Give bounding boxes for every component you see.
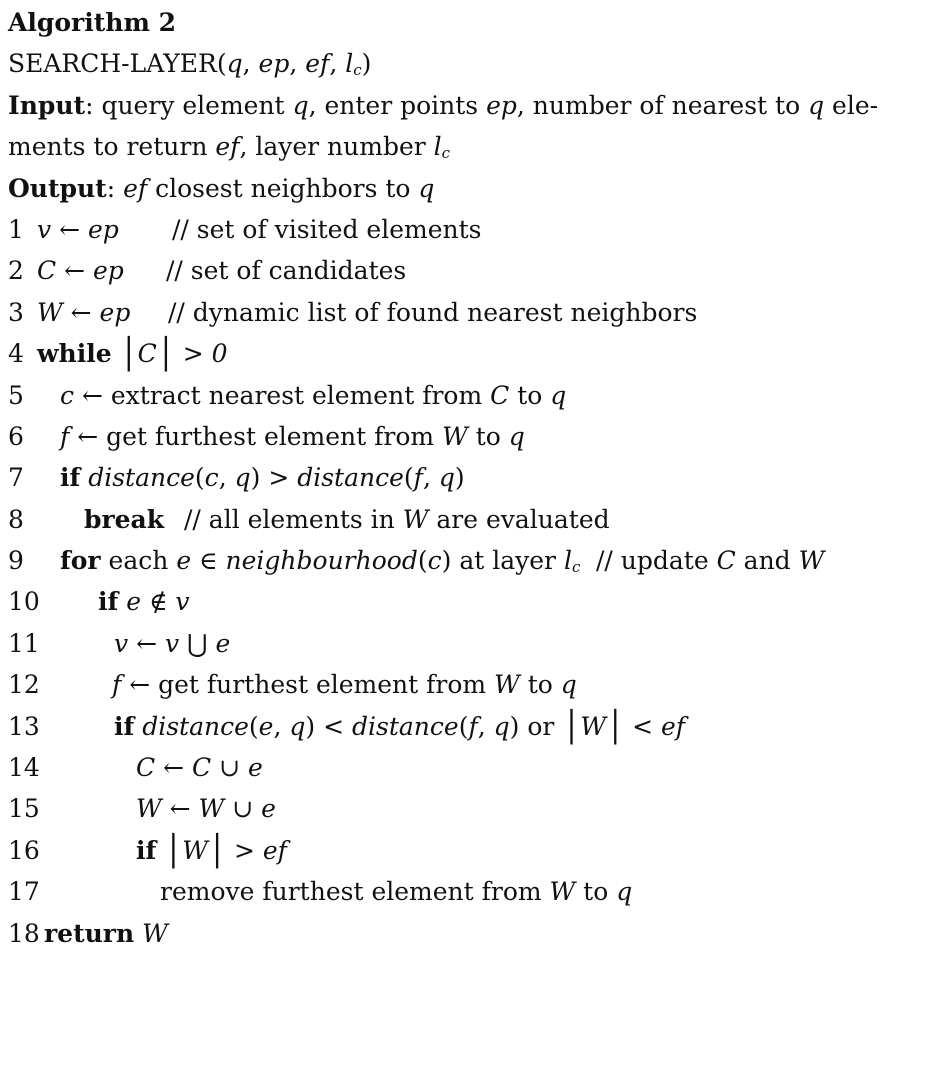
- comma: ,: [273, 711, 290, 741]
- func-distance: distance: [88, 463, 195, 493]
- input-ef: ef: [215, 132, 240, 162]
- keyword-if: if: [136, 835, 157, 865]
- var-e: e: [258, 711, 274, 741]
- code-text: remove furthest element from: [160, 877, 550, 907]
- var-W: W: [402, 504, 429, 534]
- var-ef: ef: [262, 835, 287, 865]
- input-q: q: [808, 90, 825, 120]
- cardinality-bar: │: [207, 833, 227, 869]
- line-code: [136, 788, 276, 829]
- output-text: :: [106, 173, 124, 203]
- var-c: c: [427, 546, 442, 576]
- var-c: c: [204, 463, 219, 493]
- func-neighbourhood: neighbourhood: [225, 546, 418, 576]
- line-number: 18: [8, 918, 40, 948]
- code-line-3: [8, 292, 928, 333]
- assign-arrow: ←: [62, 297, 100, 327]
- func-distance: distance: [297, 463, 404, 493]
- code-line-1: [8, 209, 928, 250]
- var-q: q: [560, 670, 577, 700]
- line-number: 15: [8, 794, 40, 824]
- cardinality-bar: │: [119, 337, 138, 373]
- var-q: q: [616, 877, 633, 907]
- assign-arrow: ←: [128, 628, 165, 658]
- code-line-5: [8, 375, 928, 416]
- line-number: 5: [8, 380, 24, 410]
- var-C: C: [191, 753, 212, 783]
- line-code: [114, 706, 685, 747]
- code-text: to: [467, 421, 509, 451]
- paren: (: [417, 546, 428, 576]
- paren: (: [403, 463, 414, 493]
- code-line-10: [8, 581, 928, 622]
- var-lc-sub: c: [571, 558, 581, 577]
- not-element-of: ∉: [141, 587, 176, 617]
- input-ep: ep: [486, 90, 517, 120]
- keyword-if: if: [98, 587, 119, 617]
- var-v: v: [175, 587, 190, 617]
- line-number: 6: [8, 421, 24, 451]
- caption-text: Algorithm 2: [8, 8, 176, 37]
- line-code: [60, 416, 525, 457]
- var-ep: ep: [92, 256, 124, 286]
- sig-sep-1: ,: [242, 49, 259, 79]
- code-line-11: [8, 623, 928, 664]
- sig-q: q: [226, 49, 243, 79]
- code-text: ← get furthest element from: [121, 670, 495, 700]
- output-ef: ef: [123, 173, 148, 203]
- code-text: to: [575, 877, 617, 907]
- paren: ): [454, 463, 465, 493]
- sig-ef: ef: [305, 49, 330, 79]
- line-code: [37, 250, 124, 291]
- output-line: [8, 168, 928, 209]
- keyword-return: return: [44, 918, 135, 948]
- line-code: [160, 871, 632, 912]
- output-q: q: [418, 173, 435, 203]
- keyword-for: for: [60, 546, 101, 576]
- comma: ,: [218, 463, 235, 493]
- line-number: 10: [8, 587, 40, 617]
- input-lc-base: l: [433, 132, 442, 162]
- line-number: 11: [8, 628, 40, 658]
- line-code: [60, 540, 580, 585]
- var-e: e: [261, 794, 276, 824]
- keyword-while: while: [37, 339, 112, 369]
- line-code: [60, 457, 465, 498]
- comment-text: // update: [596, 546, 717, 576]
- var-W: W: [182, 835, 208, 865]
- var-ef: ef: [660, 711, 686, 741]
- keyword-if: if: [60, 463, 81, 493]
- assign-arrow: ←: [56, 256, 93, 286]
- line-code: [112, 664, 577, 705]
- operator-gt: >: [260, 463, 298, 493]
- line-number: 2: [8, 256, 24, 286]
- paren: ): [250, 463, 261, 493]
- var-ep: ep: [99, 297, 131, 327]
- assign-arrow: ←: [161, 794, 199, 824]
- code-line-4: [8, 333, 928, 374]
- var-q: q: [508, 421, 525, 451]
- line-number: 8: [8, 504, 24, 534]
- code-line-2: [8, 250, 928, 291]
- algorithm-signature: [8, 43, 928, 84]
- var-q: q: [493, 711, 510, 741]
- cardinality-bar: │: [164, 833, 183, 869]
- var-c: c: [60, 380, 75, 410]
- sig-lc-base: l: [345, 49, 354, 79]
- line-number: 3: [8, 297, 24, 327]
- comma: ,: [477, 711, 494, 741]
- code-line-13: [8, 706, 928, 747]
- comment-text: are evaluated: [428, 504, 610, 534]
- sig-close: ): [361, 49, 372, 79]
- operator-gt: >: [226, 835, 263, 865]
- var-W: W: [136, 794, 162, 824]
- var-q: q: [550, 380, 567, 410]
- var-q: q: [289, 711, 306, 741]
- operator-lt: <: [624, 711, 661, 741]
- sig-sep-3: ,: [329, 49, 346, 79]
- var-W: W: [798, 546, 825, 576]
- line-number: 1: [8, 214, 24, 244]
- input-line-1: [8, 85, 928, 126]
- func-distance: distance: [352, 711, 459, 741]
- union-op: ∪: [211, 753, 248, 783]
- signature-name: SEARCH-LAYER(: [8, 49, 227, 79]
- sig-sep-2: ,: [289, 49, 306, 79]
- code-line-16: [8, 830, 928, 871]
- code-text: each: [100, 546, 177, 576]
- var-f: f: [112, 670, 122, 700]
- code-line-14: [8, 747, 928, 788]
- code-line-12: [8, 664, 928, 705]
- var-e: e: [126, 587, 142, 617]
- code-text: to: [519, 670, 561, 700]
- input-text: : query element: [85, 90, 293, 120]
- input-text: ments to return: [8, 132, 216, 162]
- line-code: [37, 209, 119, 250]
- operator-or: or: [519, 711, 563, 741]
- assign-arrow: ←: [155, 753, 192, 783]
- input-q: q: [292, 90, 309, 120]
- input-text: , enter points: [308, 90, 487, 120]
- line-number: 9: [8, 546, 24, 576]
- line-number: 14: [8, 753, 40, 783]
- line-number: 12: [8, 670, 40, 700]
- sig-ep: ep: [258, 49, 290, 79]
- paren: ): [305, 711, 316, 741]
- var-lc-base: l: [563, 546, 572, 576]
- union-op: ⋃: [179, 628, 216, 658]
- var-v: v: [37, 214, 52, 244]
- cardinality-bar: │: [156, 337, 175, 373]
- output-text: closest neighbors to: [147, 173, 419, 203]
- input-text: ele-: [824, 90, 879, 120]
- operator-lt: <: [315, 711, 352, 741]
- func-distance: distance: [142, 711, 249, 741]
- code-line-8: [8, 499, 928, 540]
- var-W: W: [142, 918, 168, 948]
- comment-text: // all elements in: [184, 504, 403, 534]
- line-number: 13: [8, 711, 40, 741]
- code-line-6: [8, 416, 928, 457]
- compare-zero: > 0: [174, 339, 228, 369]
- output-label: Output: [8, 173, 107, 203]
- line-code: [44, 913, 168, 954]
- line-comment: [184, 499, 610, 540]
- input-label: Input: [8, 90, 86, 120]
- code-text: to: [509, 380, 551, 410]
- var-e: e: [247, 753, 263, 783]
- paren: ): [441, 546, 452, 576]
- var-C: C: [716, 546, 736, 576]
- assign-arrow: ←: [51, 214, 88, 244]
- line-number: 7: [8, 463, 24, 493]
- input-text: , number of nearest to: [516, 90, 809, 120]
- code-text: at layer: [451, 546, 564, 576]
- line-code: [37, 333, 228, 374]
- keyword-if: if: [114, 711, 135, 741]
- line-number: 16: [8, 835, 40, 865]
- line-code: [98, 581, 190, 622]
- var-W: W: [549, 877, 576, 907]
- code-line-18: [8, 913, 928, 954]
- code-line-7: [8, 457, 928, 498]
- sig-lc-sub: c: [353, 61, 362, 80]
- element-of: ∈: [191, 546, 226, 576]
- line-number: 4: [8, 339, 24, 369]
- line-code: [37, 292, 130, 333]
- line-code: [114, 623, 230, 664]
- line-comment: // dynamic list of found nearest neighbors: [168, 297, 698, 327]
- var-f: f: [468, 711, 478, 741]
- code-line-9: [8, 540, 928, 581]
- input-lc-sub: c: [441, 144, 451, 163]
- union-op: ∪: [224, 794, 262, 824]
- input-text: , layer number: [239, 132, 434, 162]
- var-C: C: [136, 753, 156, 783]
- line-code: [84, 499, 164, 540]
- line-code: [136, 747, 263, 788]
- var-C: C: [490, 380, 510, 410]
- paren: (: [194, 463, 205, 493]
- var-C: C: [37, 256, 57, 286]
- cardinality-bar: │: [606, 709, 625, 745]
- line-comment: // set of visited elements: [172, 214, 482, 244]
- paren: (: [248, 711, 259, 741]
- line-code: [60, 375, 566, 416]
- var-W: W: [580, 711, 607, 741]
- var-f: f: [413, 463, 423, 493]
- input-line-2: [8, 126, 928, 167]
- paren: ): [509, 711, 520, 741]
- var-q: q: [234, 463, 251, 493]
- var-v: v: [114, 628, 129, 658]
- line-comment: // set of candidates: [166, 256, 407, 286]
- var-W: W: [198, 794, 225, 824]
- paren: (: [458, 711, 469, 741]
- code-line-15: [8, 788, 928, 829]
- algorithm-block: [8, 2, 928, 954]
- code-text: ← extract nearest element from: [74, 380, 491, 410]
- var-e: e: [176, 546, 192, 576]
- comment-text: and: [735, 546, 799, 576]
- var-q: q: [438, 463, 455, 493]
- keyword-break: break: [84, 504, 165, 534]
- algorithm-caption: [8, 2, 928, 43]
- comma: ,: [422, 463, 439, 493]
- var-v: v: [164, 628, 180, 658]
- code-text: ← get furthest element from: [69, 421, 443, 451]
- var-f: f: [60, 421, 70, 451]
- var-W: W: [37, 297, 63, 327]
- var-C: C: [137, 339, 157, 369]
- line-code: [136, 830, 287, 871]
- code-line-17: [8, 871, 928, 912]
- cardinality-bar: │: [562, 709, 581, 745]
- var-ep: ep: [87, 214, 119, 244]
- var-W: W: [442, 421, 468, 451]
- line-comment: [596, 540, 824, 581]
- var-W: W: [494, 670, 520, 700]
- line-number: 17: [8, 877, 40, 907]
- var-e: e: [215, 628, 231, 658]
